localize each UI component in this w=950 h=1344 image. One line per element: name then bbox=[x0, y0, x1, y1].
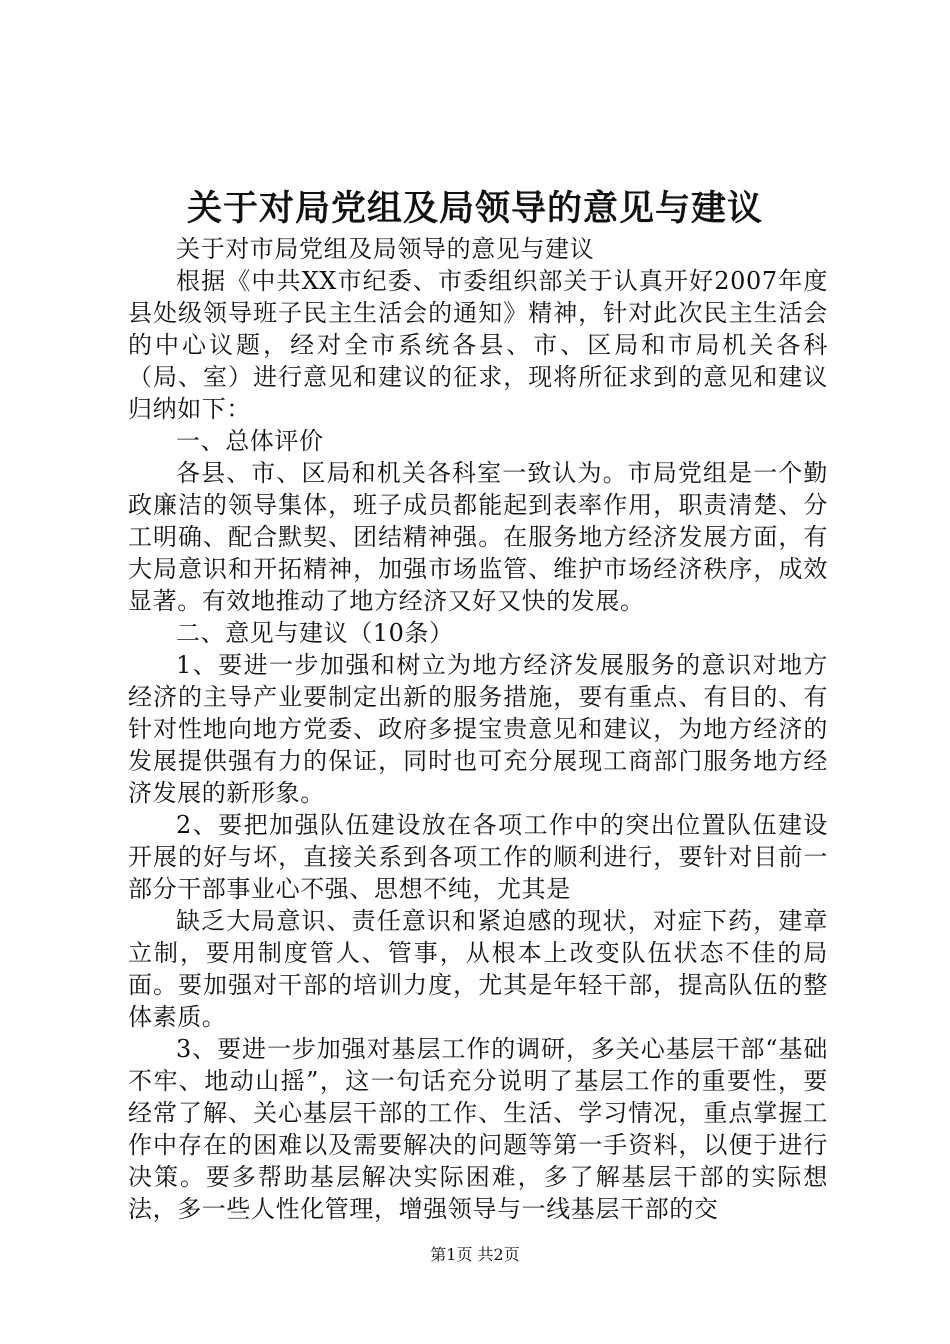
page-number-footer: 第1页 共2页 bbox=[430, 1245, 520, 1264]
document-body bbox=[128, 233, 828, 1225]
section-heading-overall: 一、总体评价 bbox=[176, 427, 324, 455]
section-heading-suggestions: 二、意见与建议（10条） bbox=[176, 619, 454, 647]
suggestion-paragraph-3: 3、要进一步加强对基层工作的调研，多关心基层干部“基础不牢、地动山摇”，这一句话充分说明了基层工作的重要性，要经常了解、关心基层干部的工作、生活、学习情况，重点掌握工作中存在的困难以及需要解决的问题等第一手资料，以便于进行决策。要多帮助基层解决实际困难，多了解基层干部的实际想法，多一些人性化管理，增强领导与一线基层干部的交 bbox=[128, 1035, 828, 1223]
overall-evaluation-paragraph: 各县、市、区局和机关各科室一致认为。市局党组是一个勤政廉洁的领导集体，班子成员都能起到表率作用，职责清楚、分工明确、配合默契、团结精神强。在服务地方经济发展方面，有大局意识和开拓精神，加强市场监管、维护市场经济秩序，成效显著。有效地推动了地方经济又好又快的发展。 bbox=[128, 459, 828, 615]
suggestion-paragraph-2-continued: 缺乏大局意识、责任意识和紧迫感的现状，对症下药，建章立制，要用制度管人、管事，从根本上改变队伍状态不佳的局面。要加强对干部的培训力度，尤其是年轻干部，提高队伍的整体素质。 bbox=[128, 907, 828, 1031]
document-title: 关于对局党组及局领导的意见与建议 bbox=[186, 188, 763, 229]
subtitle-paragraph: 关于对市局党组及局领导的意见与建议 bbox=[176, 235, 595, 263]
suggestion-paragraph-1: 1、要进一步加强和树立为地方经济发展服务的意识对地方经济的主导产业要制定出新的服务措施，要有重点、有目的、有针对性地向地方党委、政府多提宝贵意见和建议，为地方经济的发展提供强有力的保证，同时也可充分展现工商部门服务地方经济发展的新形象。 bbox=[128, 651, 828, 807]
intro-paragraph: 根据《中共XX市纪委、市委组织部关于认真开好2007年度县处级领导班子民主生活会的通知》精神，针对此次民主生活会的中心议题，经对全市系统各县、市、区局和市局机关各科（局、室）进行意见和建议的征求，现将所征求到的意见和建议归纳如下： bbox=[128, 267, 828, 423]
suggestion-paragraph-2: 2、要把加强队伍建设放在各项工作中的突出位置队伍建设开展的好与坏，直接关系到各项工作的顺利进行，要针对目前一部分干部事业心不强、思想不纯，尤其是 bbox=[128, 811, 828, 903]
